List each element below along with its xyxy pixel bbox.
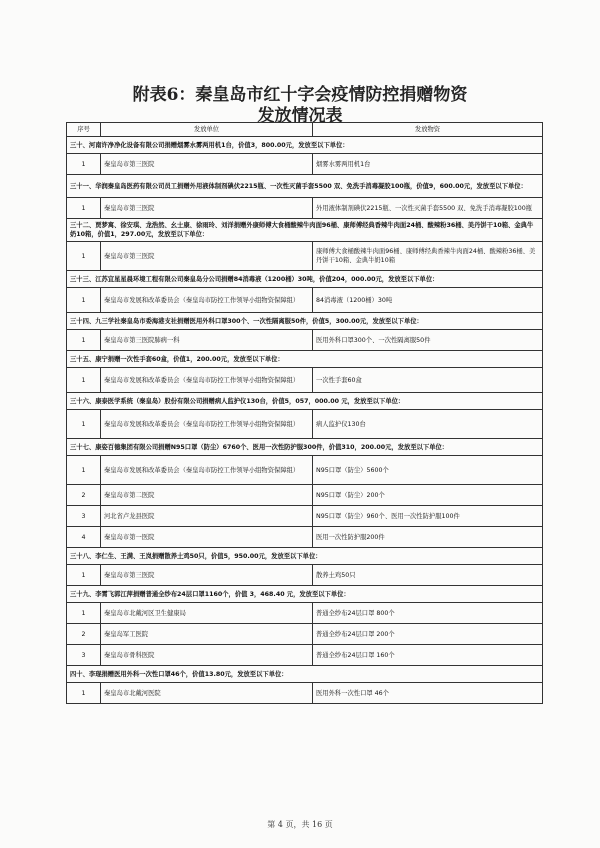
- section-header: 三十四、九三学社秦皇岛市委海港支社捐赠医用外科口罩300个、一次性隔离服50件，价值5，300.00元，发放至以下单位：: [67, 313, 543, 330]
- section-header-row: [67, 351, 543, 368]
- cell-goods: 康师傅大食桶酸辣牛肉面96桶、康师傅经典香辣牛肉面24桶、酸辣粉36桶、美丹饼干10箱、金典牛奶10箱: [313, 242, 543, 271]
- section-header: 三十三、江苏宜星星晨环境工程有限公司秦皇岛分公司捐赠84消毒液（1200桶）30吨，价值204，000.00元，发放至以下单位：: [67, 271, 543, 288]
- column-header-num: 序号: [67, 123, 101, 137]
- section-header: 三十七、康姿百德集团有限公司捐赠N95口罩（防尘）6760个、医用一次性防护服300件，价值310，200.00元，发放至以下单位：: [67, 439, 543, 456]
- table-row: [67, 603, 543, 624]
- table-row: [67, 288, 543, 313]
- cell-unit: 秦皇岛市第三医院肺病一科: [101, 330, 313, 351]
- table-row: [67, 154, 543, 175]
- cell-unit: 秦皇岛市北戴河医院: [101, 683, 313, 704]
- cell-num: 2: [67, 624, 101, 645]
- section-header: 三十一、华润秦皇岛医药有限公司员工捐赠外用液体制剂碘伏2215瓶、一次性灭菌手套5500 双、免洗手消毒凝胶100瓶，价值9，600.00元，发放至以下单位：: [67, 175, 543, 198]
- table-row: [67, 645, 543, 666]
- cell-unit: 秦皇岛市北戴河区卫生健康局: [101, 603, 313, 624]
- cell-unit: 秦皇岛市第三医院: [101, 198, 313, 219]
- cell-unit: 秦皇岛市发展和改革委员会（秦皇岛市防控工作领导小组物资保障组）: [101, 456, 313, 485]
- cell-num: 1: [67, 242, 101, 271]
- document-title: 附表6：秦皇岛市红十字会疫情防控捐赠物资: [132, 85, 468, 105]
- cell-num: 1: [67, 565, 101, 586]
- cell-goods: 医用一次性防护服200件: [313, 527, 543, 548]
- table-row: [67, 198, 543, 219]
- cell-unit: 秦皇岛市发展和改革委员会（秦皇岛市防控工作领导小组物资保障组）: [101, 410, 313, 439]
- table-row: [67, 506, 543, 527]
- cell-goods: 病人监护仪130台: [313, 410, 543, 439]
- table-row: [67, 368, 543, 393]
- section-header-row: [67, 313, 543, 330]
- cell-num: 2: [67, 485, 101, 506]
- distribution-table: [66, 122, 543, 704]
- cell-num: 1: [67, 456, 101, 485]
- cell-goods: N95口罩（防尘）960个、医用一次性防护服100件: [313, 506, 543, 527]
- cell-num: 4: [67, 527, 101, 548]
- table-row: [67, 410, 543, 439]
- cell-goods: 84消毒液（1200桶）30吨: [313, 288, 543, 313]
- table-body: [67, 137, 543, 704]
- cell-num: 3: [67, 645, 101, 666]
- table-row: [67, 456, 543, 485]
- cell-unit: 秦皇岛市骨科医院: [101, 645, 313, 666]
- section-header-row: [67, 393, 543, 410]
- cell-num: 1: [67, 683, 101, 704]
- document-subtitle: 发放情况表: [257, 106, 343, 126]
- section-header: 三十六、康泰医学系统（秦皇岛）股份有限公司捐赠病人监护仪130台，价值5，057，000.00 元，发放至以下单位：: [67, 393, 543, 410]
- section-header-row: [67, 137, 543, 154]
- cell-goods: 外用液体制剂碘伏2215瓶、一次性灭菌手套5500 双、免洗手消毒凝胶100瓶: [313, 198, 543, 219]
- column-header-goods: 发放物资: [313, 123, 543, 137]
- table-row: [67, 683, 543, 704]
- cell-unit: 秦皇岛市第一医院: [101, 527, 313, 548]
- section-header: 三十、河南许净净化设备有限公司捐赠烟雾水雾两用机1台，价值3，800.00元，发放至以下单位：: [67, 137, 543, 154]
- section-header-row: [67, 175, 543, 198]
- page-number: 第 4 页，共 16 页: [267, 820, 333, 829]
- section-header: 三十二、贾梦寓、徐安琪、龙浩然、幺士康、徐雨玲、刘洋捐赠外康师傅大食桶酸辣牛肉面96桶、康师傅经典香辣牛肉面24桶、酸辣粉36桶、美丹饼干10箱、金典牛奶10箱，价值1，297.00元，发放至以下单位：: [67, 219, 543, 242]
- section-header-row: [67, 271, 543, 288]
- cell-num: 1: [67, 603, 101, 624]
- table-header-row: [67, 123, 543, 137]
- table-row: [67, 485, 543, 506]
- cell-unit: 秦皇岛军工医院: [101, 624, 313, 645]
- cell-num: 1: [67, 410, 101, 439]
- table-row: [67, 624, 543, 645]
- cell-num: 1: [67, 154, 101, 175]
- table-row: [67, 330, 543, 351]
- section-header-row: [67, 548, 543, 565]
- cell-num: 3: [67, 506, 101, 527]
- cell-goods: 普通全纱布24层口罩 200个: [313, 624, 543, 645]
- cell-goods: 烟雾水雾两用机1台: [313, 154, 543, 175]
- cell-goods: 散养土鸡50只: [313, 565, 543, 586]
- cell-num: 1: [67, 288, 101, 313]
- section-header-row: [67, 666, 543, 683]
- section-header: 三十五、康宁捐赠一次性手套60盒，价值1，200.00元，发放至以下单位：: [67, 351, 543, 368]
- cell-num: 1: [67, 330, 101, 351]
- section-header: 三十九、李霄飞郭江萍捐赠普通全纱布24层口罩1160个，价值 3，468.40 元，发放至以下单位：: [67, 586, 543, 603]
- table-row: [67, 565, 543, 586]
- cell-goods: 医用外科一次性口罩 46个: [313, 683, 543, 704]
- cell-unit: 秦皇岛市第二医院: [101, 485, 313, 506]
- section-header-row: [67, 586, 543, 603]
- cell-goods: N95口罩（防尘）5600个: [313, 456, 543, 485]
- section-header-row: [67, 439, 543, 456]
- table-row: [67, 242, 543, 271]
- cell-num: 1: [67, 198, 101, 219]
- cell-unit: 秦皇岛市第三医院: [101, 242, 313, 271]
- cell-unit: 秦皇岛市第三医院: [101, 565, 313, 586]
- cell-goods: 医用外科口罩300个、一次性隔离服50件: [313, 330, 543, 351]
- cell-unit: 河北省卢龙县医院: [101, 506, 313, 527]
- cell-unit: 秦皇岛市发展和改革委员会（秦皇岛市防控工作领导小组物资保障组）: [101, 368, 313, 393]
- section-header-row: [67, 219, 543, 242]
- cell-goods: 普通全纱布24层口罩 800个: [313, 603, 543, 624]
- cell-unit: 秦皇岛市发展和改革委员会（秦皇岛市防控工作领导小组物资保障组）: [101, 288, 313, 313]
- cell-goods: 一次性手套60盒: [313, 368, 543, 393]
- section-header: 四十、李琨捐赠医用外科一次性口罩46个，价值13.80元，发放至以下单位：: [67, 666, 543, 683]
- cell-goods: N95口罩（防尘）200个: [313, 485, 543, 506]
- column-header-unit: 发放单位: [101, 123, 313, 137]
- section-header: 三十八、李仁生、王满、王岚捐赠散养土鸡50只，价值5，950.00元，发放至以下单位：: [67, 548, 543, 565]
- cell-num: 1: [67, 368, 101, 393]
- cell-unit: 秦皇岛市第三医院: [101, 154, 313, 175]
- cell-goods: 普通全纱布24层口罩 160个: [313, 645, 543, 666]
- table-row: [67, 527, 543, 548]
